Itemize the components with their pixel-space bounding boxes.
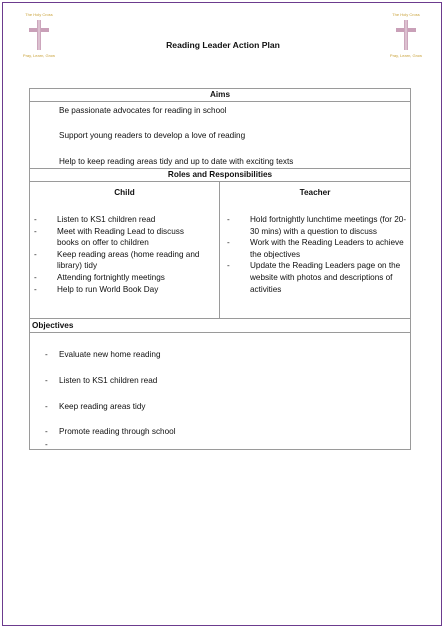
divider	[30, 181, 410, 182]
divider	[30, 101, 410, 102]
teacher-responsibilities	[223, 214, 409, 295]
column-divider	[219, 181, 220, 318]
list-item: - Work with the Reading Leaders to achieve the objectives	[227, 238, 404, 259]
list-item: - Update the Reading Leaders page on the website with photos and descriptions of activities	[227, 261, 401, 294]
document-title: Reading Leader Action Plan	[166, 40, 280, 50]
crest-motto-top: The Holy Cross	[25, 12, 53, 17]
crest-motto-bottom: Pray, Learn, Grow	[389, 53, 423, 58]
action-plan-table: Aims Be passionate advocates for reading in school Support young readers to develop a love of reading Help to keep reading areas tidy and up to date with exciting texts Roles and Responsibilities Child Teacher - Listen to KS1 children read - Meet with Reading Lead to discuss books on offer to children - Keep reading areas (home reading and library) tidy - Attending fortnightly meetings - Help to run World Book Day - Hold fortnightly lunchtime meetings (for 20-30 mins) with a question to discuss - Work with the Reading Leaders to achieve the objectives - Update the Reading Leaders page on the website with photos and descriptions of activities Objectives - Evaluate new home reading - Listen to KS1 children read - Keep reading areas tidy - Promote reading through school -	[29, 88, 411, 450]
list-item: - Listen to KS1 children read	[34, 215, 156, 224]
aims-item: Be passionate advocates for reading in school	[59, 106, 227, 115]
list-item: - Help to run World Book Day	[34, 284, 159, 294]
child-responsibilities	[30, 214, 218, 295]
school-crest-left	[19, 12, 59, 60]
aims-item: Support young readers to develop a love of reading	[59, 131, 246, 140]
aims-header: Aims	[209, 90, 231, 99]
crest-motto-bottom: Pray, Learn, Grow	[22, 53, 56, 58]
roles-header: Roles and Responsibilities	[167, 170, 273, 179]
school-crest-right	[386, 12, 426, 60]
aims-item: Help to keep reading areas tidy and up to date with exciting texts	[59, 157, 294, 166]
divider	[30, 318, 410, 319]
teacher-column-header: Teacher	[299, 188, 331, 197]
divider	[30, 332, 410, 333]
list-item: - Meet with Reading Lead to discuss books on offer to children	[34, 226, 184, 248]
list-item: - Attending fortnightly meetings	[34, 272, 165, 282]
objectives-header: Objectives	[32, 321, 74, 330]
list-item: - Hold fortnightly lunchtime meetings (for 20-30 mins) with a question to discuss	[227, 215, 407, 236]
child-column-header: Child	[114, 188, 135, 197]
crest-motto-top: The Holy Cross	[392, 12, 420, 17]
list-item: - Keep reading areas (home reading and library) tidy	[34, 249, 200, 271]
